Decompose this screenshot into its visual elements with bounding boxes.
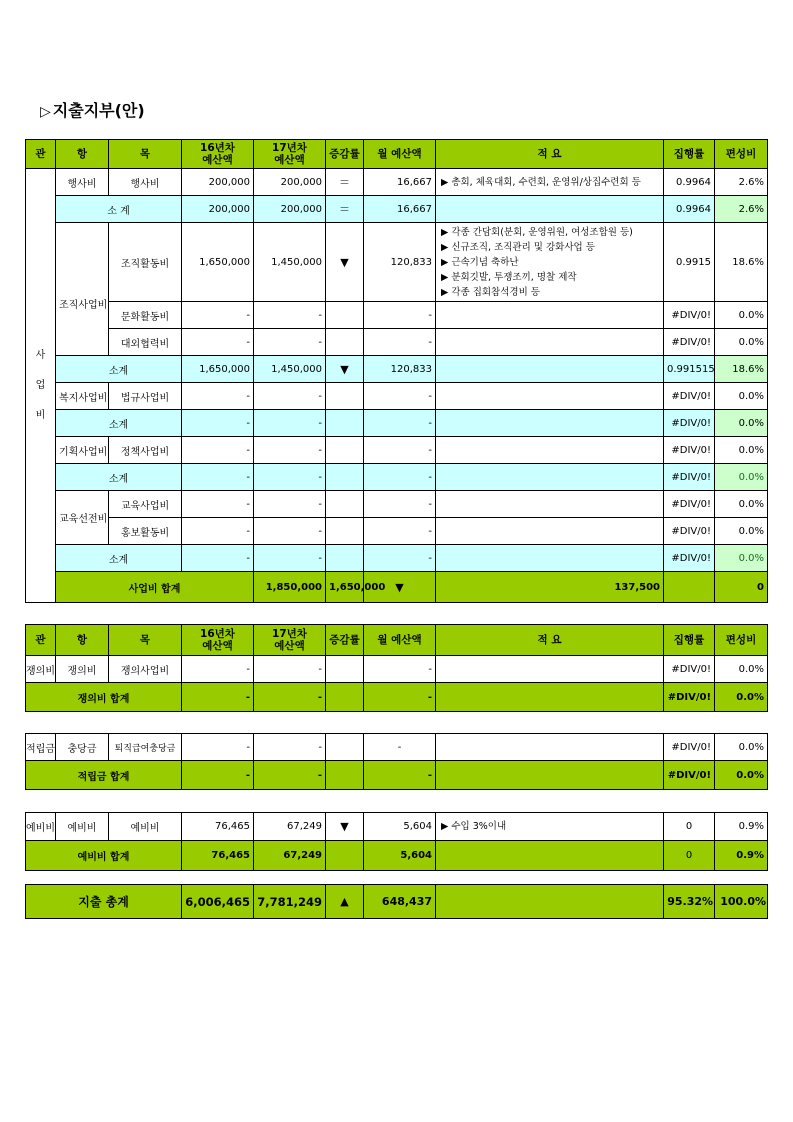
table-row: 쟁의비 쟁의비 쟁의사업비 - - - #DIV/0! 0.0% <box>26 656 768 683</box>
hang-cell: 행사비 <box>56 169 109 196</box>
header-exec: 집행률 <box>664 140 715 169</box>
reserve-fund-table <box>25 733 768 790</box>
table-row: 홍보활동비 - - - #DIV/0! 0.0% <box>26 518 768 545</box>
header-16-budget: 16년차 예산액 <box>182 140 254 169</box>
mok-cell: 조직활동비 <box>109 223 182 302</box>
remark-cell: ▶ 각종 간담회(분회, 운영위원, 여성조합원 등) ▶ 신규조직, 조직관리 및 강화사업 등 ▶ 근속기념 축하난 ▶ 분회깃발, 투쟁조끼, 명찰 제작 ▶ 각종 집회참석경비 등 <box>436 223 664 302</box>
business-expense-table <box>25 139 768 603</box>
header-change: 증감률 <box>326 140 364 169</box>
header-17-budget: 17년차 예산액 <box>254 140 326 169</box>
hang-cell: 교육선전비 <box>56 491 109 545</box>
header-ratio: 편성비 <box>715 140 768 169</box>
gwan-business-cell: 사 업 비 <box>26 169 56 603</box>
page-title-text: 지출지부(안) <box>52 101 145 120</box>
subtotal-row: 소계 1,650,000 1,450,000 ▼ 120,833 0.991515 18.6% <box>26 356 768 383</box>
subtotal-row: 소계 - - - #DIV/0! 0.0% <box>26 464 768 491</box>
down-triangle-icon: ▼ <box>326 813 364 841</box>
header-hang: 항 <box>56 140 109 169</box>
header-gwan: 관 <box>26 140 56 169</box>
table-row: 적립금 충당금 퇴직급여충당금 - - - #DIV/0! 0.0% <box>26 734 768 761</box>
hang-cell: 조직사업비 <box>56 223 109 356</box>
header-row: 관 항 목 16년차 예산액 17년차 예산액 증감률 월 예산액 적 요 집행률 편성비 <box>26 625 768 656</box>
table-row: 예비비 예비비 예비비 76,465 67,249 ▼ 5,604 ▶ 수입 3%이내 0 0.9% <box>26 813 768 841</box>
header-remarks: 적 요 <box>436 140 664 169</box>
table-row: 교육선전비 교육사업비 - - - #DIV/0! 0.0% <box>26 491 768 518</box>
header-monthly: 월 예산액 <box>364 140 436 169</box>
page-title <box>40 98 145 121</box>
table-row: 기획사업비 정책사업비 - - - #DIV/0! 0.0% <box>26 437 768 464</box>
table-row: 조직사업비 조직활동비 1,650,000 1,450,000 ▼ 120,833 ▶ 각종 간담회(분회, 운영위원, 여성조합원 등) ▶ 신규조직, 조직관리 및 강화사업 등 ▶ 근속기념 축하난 ▶ 분회깃발, 투쟁조끼, 명찰 제작 ▶ 각종 집회참석경비 등 0.9915 18.6% <box>26 223 768 302</box>
table-row: 사 업 비 행사비 행사비 200,000 200,000 ＝ 16,667 ▶ 총회, 체육대회, 수련회, 운영위/상집수련회 등 0.9964 2.6% <box>26 169 768 196</box>
gwan-cell: 적립금 <box>26 734 56 761</box>
down-triangle-icon: ▼ <box>326 223 364 302</box>
down-triangle-icon: ▼ <box>326 356 364 383</box>
contingency-table <box>25 812 768 871</box>
hang-cell: 복지사업비 <box>56 383 109 410</box>
mok-cell: 행사비 <box>109 169 182 196</box>
gwan-cell: 예비비 <box>26 813 56 841</box>
header-mok: 목 <box>109 140 182 169</box>
grand-total-row: 지출 총계 6,006,465 7,781,249 ▲ 648,437 95.32% 100.0% <box>26 885 768 919</box>
gwan-cell: 쟁의비 <box>26 656 56 683</box>
total-row: 사업비 합계 1,850,000 1,650,000 ▼ 137,500 0 <box>26 572 768 603</box>
subtotal-row: 소계 - - - #DIV/0! 0.0% <box>26 545 768 572</box>
subtotal-row: 소계 - - - #DIV/0! 0.0% <box>26 410 768 437</box>
mok-cell: 법규사업비 <box>109 383 182 410</box>
mok-cell: 정책사업비 <box>109 437 182 464</box>
total-row: 쟁의비 합계 - - - #DIV/0! 0.0% <box>26 683 768 712</box>
up-triangle-icon: ▲ <box>326 885 364 919</box>
equal-icon: ＝ <box>326 169 364 196</box>
table-row: 문화활동비 - - - #DIV/0! 0.0% <box>26 302 768 329</box>
remark-cell: ▶ 수입 3%이내 <box>436 813 664 841</box>
table-row: 복지사업비 법규사업비 - - - #DIV/0! 0.0% <box>26 383 768 410</box>
grand-total-table <box>25 884 768 919</box>
struggle-expense-table <box>25 624 768 712</box>
remark-cell: ▶ 총회, 체육대회, 수련회, 운영위/상집수련회 등 <box>436 169 664 196</box>
hang-cell: 기획사업비 <box>56 437 109 464</box>
equal-icon: ＝ <box>326 196 364 223</box>
subtotal-row: 소 계 200,000 200,000 ＝ 16,667 0.9964 2.6% <box>26 196 768 223</box>
mok-cell: 대외협력비 <box>109 329 182 356</box>
mok-cell: 문화활동비 <box>109 302 182 329</box>
table-row: 대외협력비 - - - #DIV/0! 0.0% <box>26 329 768 356</box>
total-row: 적립금 합계 - - - #DIV/0! 0.0% <box>26 761 768 790</box>
triangle-outline-icon: ▷ <box>40 104 51 120</box>
total-row: 예비비 합계 76,465 67,249 5,604 0 0.9% <box>26 841 768 871</box>
header-row <box>26 140 768 169</box>
mok-cell: 교육사업비 <box>109 491 182 518</box>
down-triangle-icon: ▼ <box>364 572 436 603</box>
mok-cell: 홍보활동비 <box>109 518 182 545</box>
